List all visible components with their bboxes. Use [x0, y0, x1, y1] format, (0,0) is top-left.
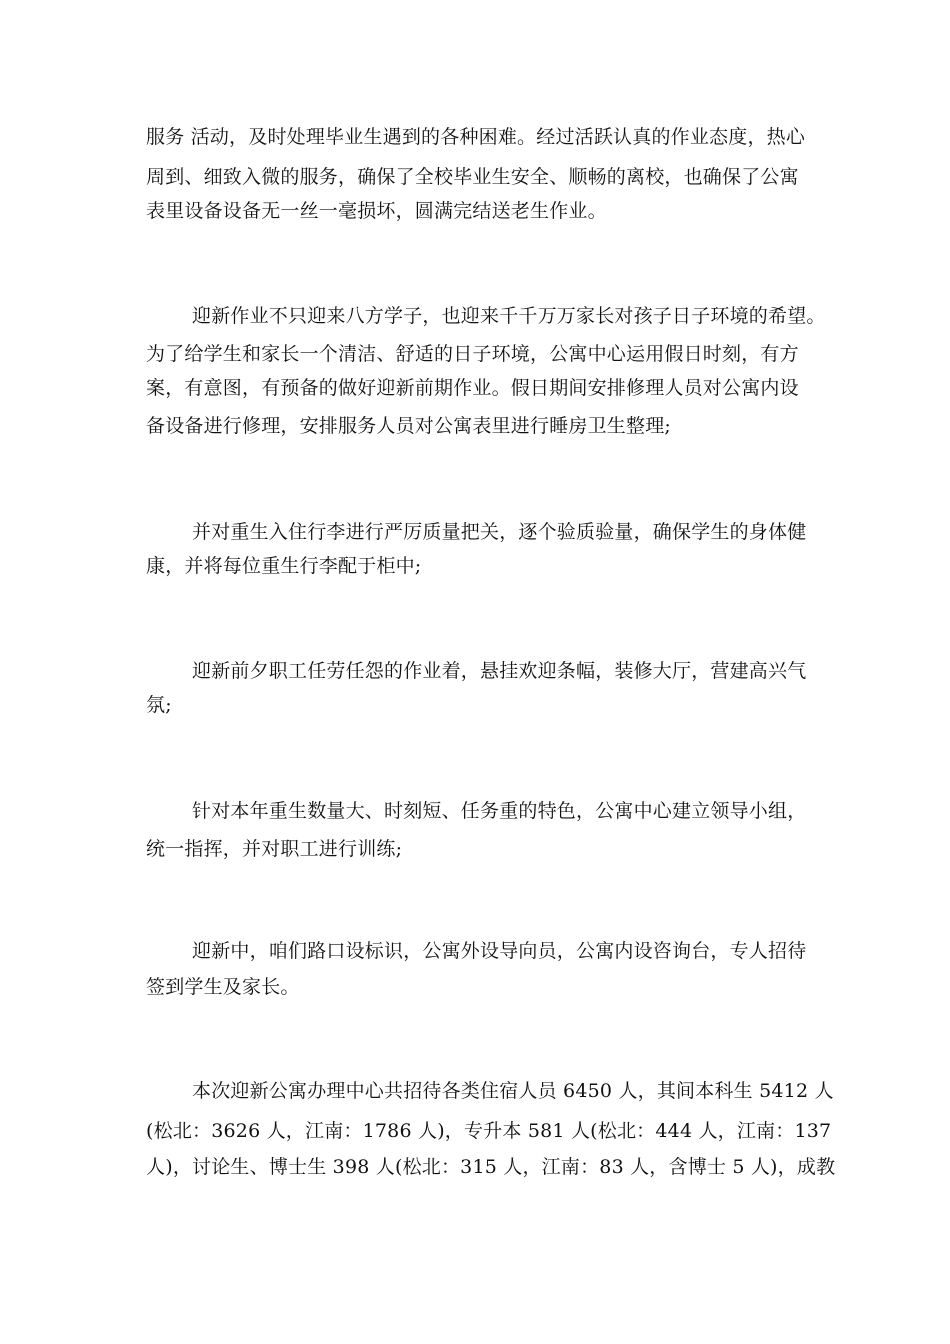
- paragraph-line: 案，有意图，有预备的做好迎新前期作业。假日期间安排修理人员对公寓内设: [146, 377, 799, 399]
- paragraph-line: 迎新中，咱们路口设标识，公寓外设导向员，公寓内设咨询台，专人招待: [192, 940, 807, 962]
- paragraph-line: 康，并将每位重生行李配于柜中;: [146, 555, 422, 577]
- paragraph-line: 服务 活动，及时处理毕业生遇到的各种困难。经过活跃认真的作业态度，热心: [146, 126, 806, 148]
- paragraph-line: 备设备进行修理，安排服务人员对公寓表里进行睡房卫生整理;: [146, 415, 672, 437]
- paragraph-line: 为了给学生和家长一个清洁、舒适的日子环境，公寓中心运用假日时刻，有方: [146, 343, 799, 365]
- paragraph-line: 并对重生入住行李进行严厉质量把关，逐个验质验量，确保学生的身体健: [192, 521, 807, 543]
- paragraph-line: 统一指挥，并对职工进行训练;: [146, 838, 403, 860]
- paragraph-line: (松北：3626 人，江南：1786 人)，专升本 581 人(松北：444 人，江南：137: [146, 1120, 832, 1142]
- paragraph-line: 签到学生及家长。: [146, 976, 300, 998]
- paragraph-line: 针对本年重生数量大、时刻短、任务重的特色，公寓中心建立领导小组，: [192, 800, 807, 822]
- paragraph-line: 表里设备设备无一丝一毫损坏，圆满完结送老生作业。: [146, 200, 607, 222]
- paragraph-line: 迎新作业不只迎来八方学子，也迎来千千万万家长对孩子日子环境的希望。: [192, 305, 826, 327]
- paragraph-line: 氛;: [146, 694, 172, 716]
- paragraph-line: 本次迎新公寓办理中心共招待各类住宿人员 6450 人，其间本科生 5412 人: [192, 1080, 834, 1102]
- paragraph-line: 迎新前夕职工任劳任怨的作业着，悬挂欢迎条幅，装修大厅，营建高兴气: [192, 660, 807, 682]
- paragraph-line: 人)，讨论生、博士生 398 人(松北：315 人，江南：83 人，含博士 5 人)，成教: [146, 1156, 836, 1178]
- paragraph-line: 周到、细致入微的服务，确保了全校毕业生安全、顺畅的离校，也确保了公寓: [146, 166, 799, 188]
